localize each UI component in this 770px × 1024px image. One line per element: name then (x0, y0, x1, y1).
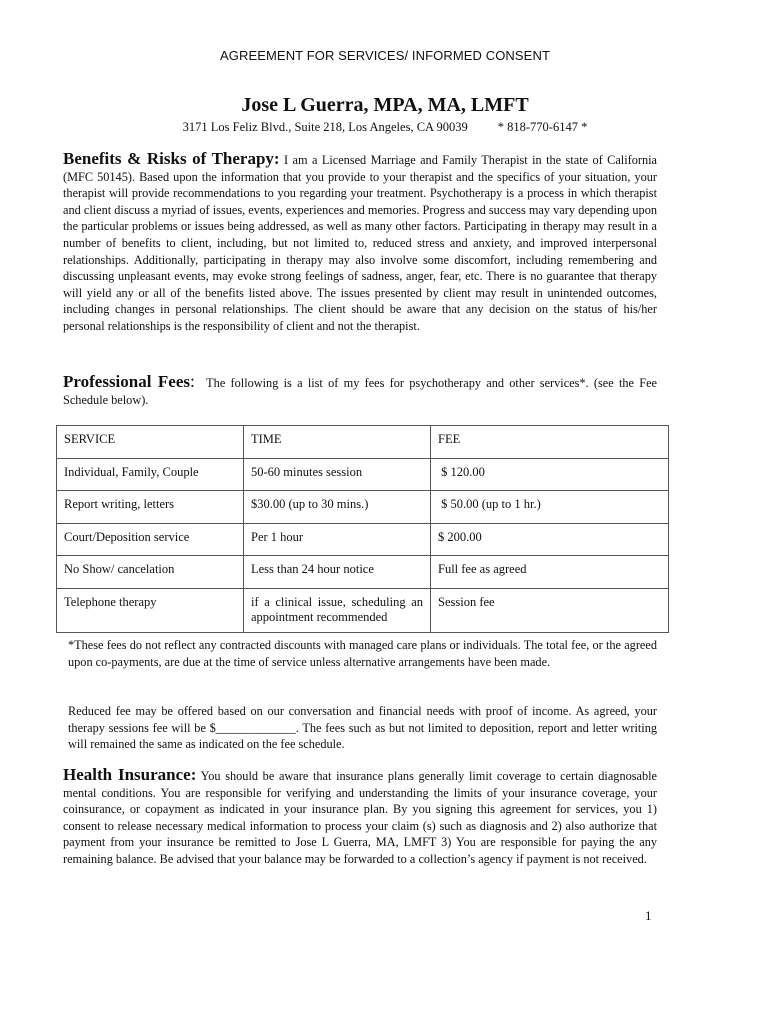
insurance-text: You should be aware that insurance plans generally limit coverage to certain diagnosable mental conditions. You are responsible for verifying and understanding the limits of your insurance coverage, your coinsurance, or copayment as indicated in your insurance plan. By you signing this agreement for services, you 1) consent to release necessary medical information to process your claim (s) such as diagnosis and 2) also authorize that payment from your insurance be remitted to Jose L Guerra, MA, LMFT 3) You are responsible for paying the any remaining balance. Be advised that your balance may be forwarded to a collection’s agency if payment is not received. (63, 769, 658, 866)
time-cell: $30.00 (up to 30 mins.) (244, 491, 431, 524)
time-cell: Per 1 hour (244, 523, 431, 556)
fees-heading: Professional Fees (63, 372, 190, 391)
table-row (57, 523, 669, 556)
document-title: AGREEMENT FOR SERVICES/ INFORMED CONSENT (219, 48, 550, 63)
benefits-text: I am a Licensed Marriage and Family Therapist in the state of California (MFC 50145). Based upon the information that you provide to your therapist and the specifics of your situation, your therapist will provide recommendations to you regarding your treatment. Psychotherapy is a process in which therapist and client discuss a myriad of issues, events, experiences and memories. Progress and success may vary depending upon the particular problems or issues being addressed, as well as many other factors. Participating in therapy may result in a number of benefits to client, including, but not limited to, reduced stress and anxiety, and improved interpersonal relationships. Additionally, participating in therapy may also involve some discomfort, including remembering and discussing unpleasant events, may evoke strong feelings of sadness, anger, fear, etc. There is no guarantee that therapy will yield any or all of the benefits listed above. The issues presented by client may result in unintended outcomes, including changes in personal relationships. The client should be aware that any decision on the status of his/her personal relationships is the responsibility of client and not the therapist. (63, 153, 657, 333)
provider-phone: * 818-770-6147 * (497, 120, 588, 134)
time-cell: Less than 24 hour notice (244, 556, 431, 589)
provider-address: 3171 Los Feliz Blvd., Suite 218, Los Angeles, CA 90039 (182, 120, 468, 134)
fee-schedule-table (56, 425, 669, 633)
page-number: 1 (645, 908, 652, 923)
provider-name: Jose L Guerra, MPA, MA, LMFT (241, 94, 529, 116)
fee-cell: $ 120.00 (431, 458, 669, 491)
fee-cell: $ 50.00 (up to 1 hr.) (431, 491, 669, 524)
header-fee: FEE (431, 426, 669, 459)
header-service: SERVICE (57, 426, 244, 459)
time-cell: if a clinical issue, scheduling an appointment recommended (244, 588, 431, 632)
table-header-row (57, 426, 669, 459)
time-cell: 50-60 minutes session (244, 458, 431, 491)
health-insurance-section (63, 767, 657, 868)
table-row (57, 588, 669, 632)
fees-intro-text: The following is a list of my fees for psychotherapy and other services*. (see the Fee Schedule below). (63, 376, 658, 407)
fee-cell: $ 200.00 (431, 523, 669, 556)
benefits-risks-section (63, 151, 657, 335)
fees-footnote: *These fees do not reflect any contracted discounts with managed care plans or individuals. The total fee, or the agreed upon co-payments, are due at the time of service unless alternative arrangements have been made. (68, 638, 657, 669)
table-row (57, 556, 669, 589)
provider-contact (0, 120, 770, 135)
service-cell: Report writing, letters (57, 491, 244, 524)
reduced-fee-paragraph: Reduced fee may be offered based on our conversation and financial needs with proof of income. As agreed, your therapy sessions fee will be $_____________. The fees such as but not limited to deposition, report and letter writing will remained the same as indicated on the fee schedule. (68, 704, 657, 752)
insurance-heading: Health Insurance: (63, 765, 197, 784)
fee-cell: Session fee (431, 588, 669, 632)
service-cell: Court/Deposition service (57, 523, 244, 556)
fees-heading-colon: : (190, 371, 195, 391)
service-cell: Telephone therapy (57, 588, 244, 632)
header-time: TIME (244, 426, 431, 459)
table-row (57, 458, 669, 491)
fee-cell: Full fee as agreed (431, 556, 669, 589)
benefits-heading: Benefits & Risks of Therapy: (63, 149, 280, 168)
table-row (57, 491, 669, 524)
service-cell: No Show/ cancelation (57, 556, 244, 589)
service-cell: Individual, Family, Couple (57, 458, 244, 491)
professional-fees-section (63, 373, 657, 408)
